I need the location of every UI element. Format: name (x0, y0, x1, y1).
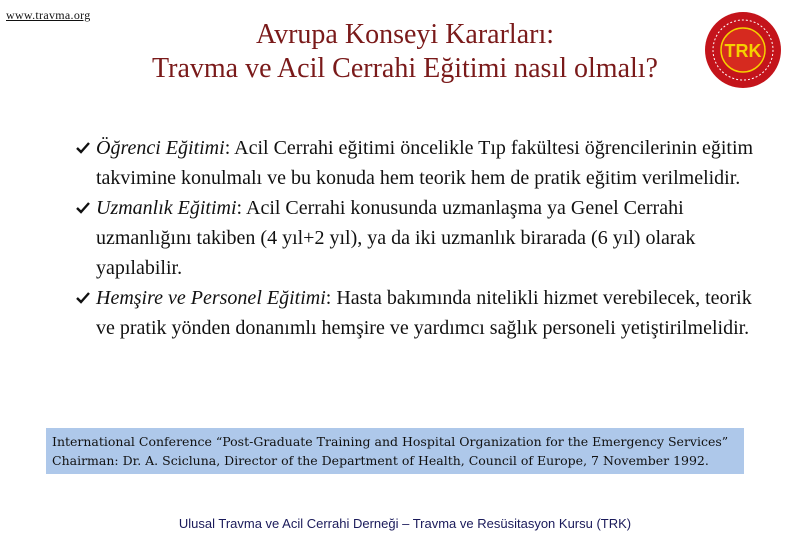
site-link[interactable]: www.travma.org (6, 8, 91, 22)
bullet-text: : Hasta bakımında nitelikli hizmet verebilecek, teorik ve pratik yönden donanımlı hemşire ve yardımcı sağlık personeli yetiştirilmelidir. (96, 287, 752, 339)
checkmark-icon (76, 291, 90, 305)
citation-line-1: International Conference “Post-Graduate Training and Hospital Organization for the Emergency Services” (52, 434, 729, 449)
bullet-term: Hemşire ve Personel Eğitimi (96, 287, 326, 309)
bullet-term: Uzmanlık Eğitimi (96, 197, 237, 219)
bullet-text: : Acil Cerrahi eğitimi öncelikle Tıp fakültesi öğrencilerinin eğitim takvimine konulmalı ve bu konuda hem teorik hem de pratik eğitim verilmelidir. (96, 137, 754, 189)
citation-box (46, 428, 744, 474)
logo-text: TRK (724, 41, 762, 61)
bullet-specialty-education (76, 193, 766, 283)
title-line-2: Travma ve Acil Cerrahi Eğitimi nasıl olmalı? (152, 53, 658, 84)
footer-text: Ulusal Travma ve Acil Cerrahi Derneği – Travma ve Resüsitasyon Kursu (TRK) (178, 516, 632, 531)
checkmark-icon (76, 141, 90, 155)
title-line-1: Avrupa Konseyi Kararları: (255, 19, 555, 50)
bullet-nurse-education (76, 283, 766, 343)
bullet-student-education (76, 133, 766, 193)
bullet-text: : Acil Cerrahi konusunda uzmanlaşma ya Genel Cerrahi uzmanlığını takiben (4 yıl+2 yıl), ya da iki uzmanlık birarada (6 yıl) olarak yapılabilir. (96, 197, 696, 279)
checkmark-icon (76, 201, 90, 215)
slide-title (60, 18, 750, 86)
bullet-list (76, 133, 766, 343)
citation-line-2: Chairman: Dr. A. Scicluna, Director of the Department of Health, Council of Europe, 7 November 1992. (52, 453, 709, 468)
bullet-term: Öğrenci Eğitimi (96, 137, 225, 159)
trk-logo-icon (703, 10, 783, 90)
